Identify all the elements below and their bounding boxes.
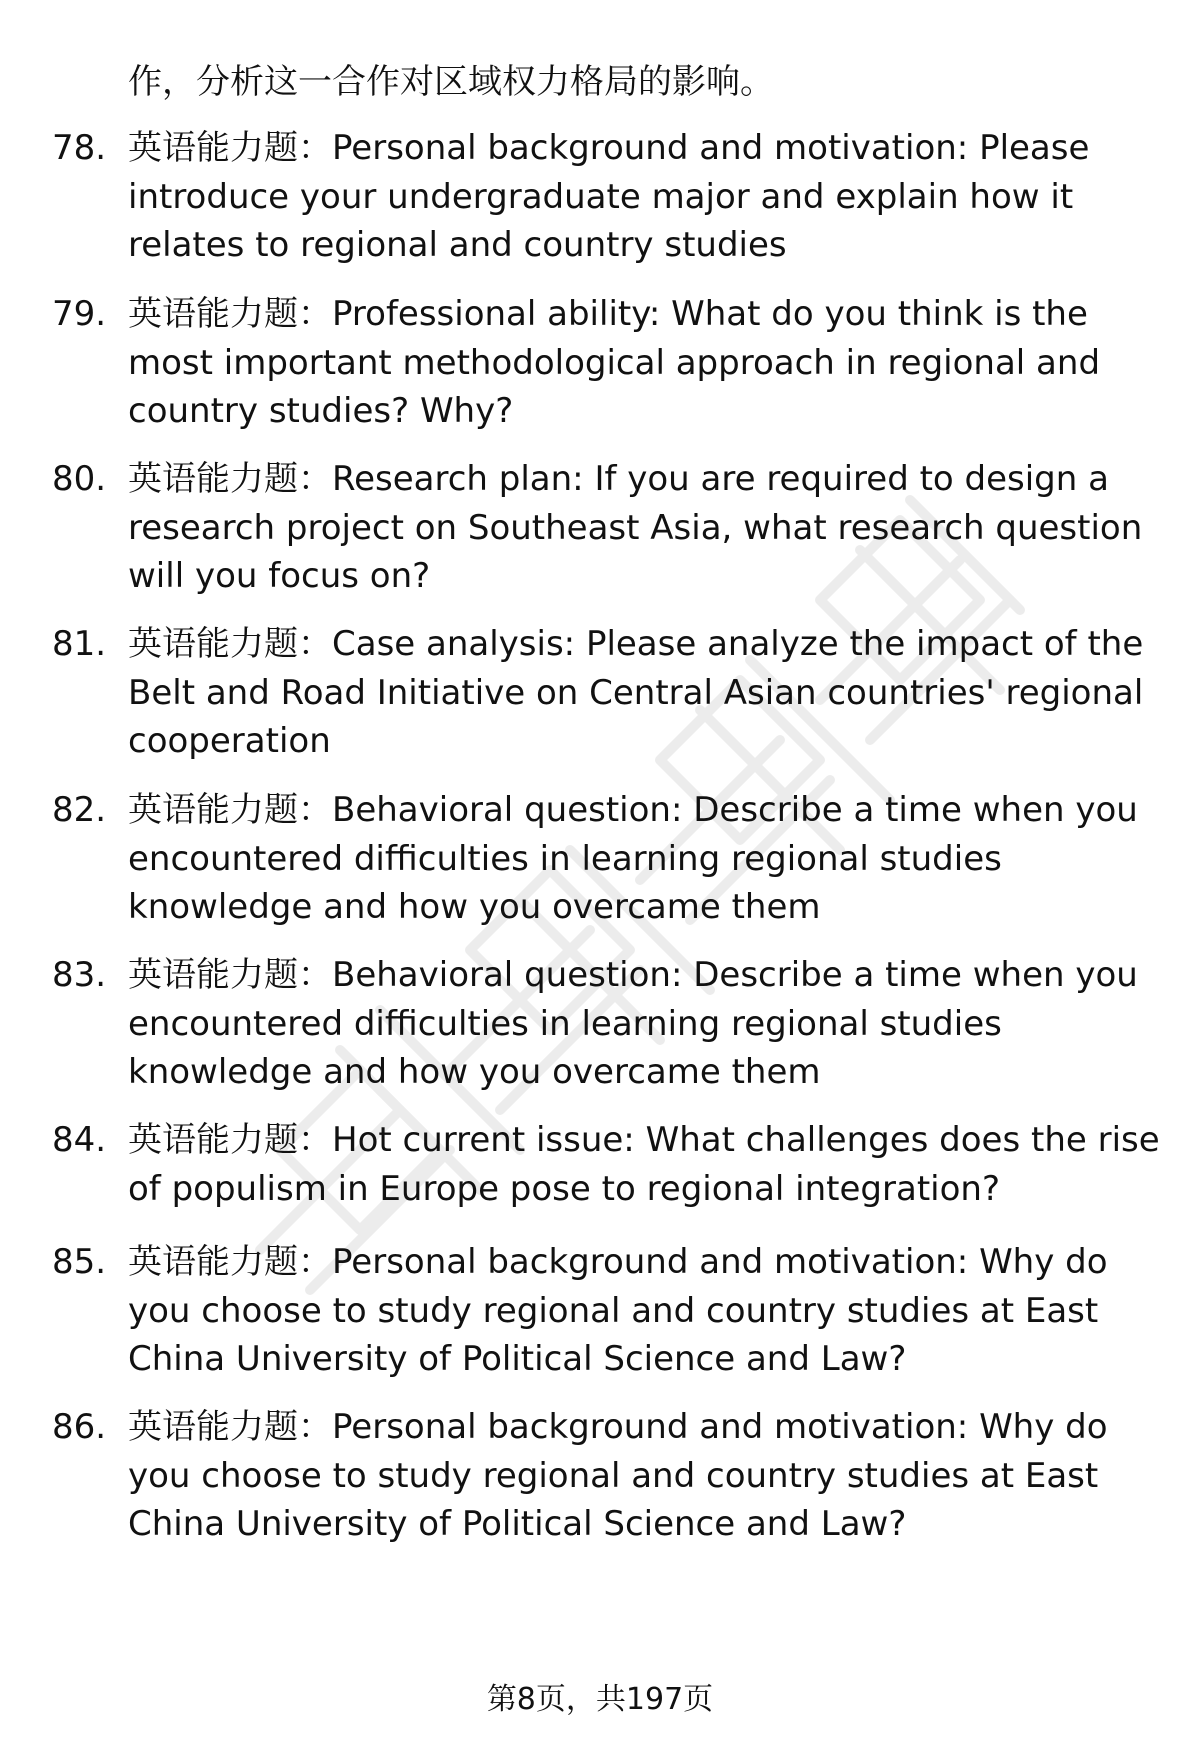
question-prefix: 英语能力题：: [128, 1407, 332, 1447]
question-text: Hot current issue: What challenges does the rise of populism in Europe pose to regional integration?: [128, 1120, 1160, 1209]
question-number: 78.: [52, 128, 107, 168]
question-prefix: 英语能力题：: [128, 1120, 332, 1160]
question-prefix: 英语能力题：: [128, 294, 332, 334]
question-number: 83.: [52, 955, 107, 995]
question-body: [128, 455, 1162, 601]
question-item-82: [52, 786, 1162, 932]
question-prefix: 英语能力题：: [128, 790, 332, 830]
question-text: Behavioral question: Describe a time when you encountered difficulties in learning regional studies knowledge and how you overcame them: [128, 955, 1138, 1092]
question-text: Behavioral question: Describe a time when you encountered difficulties in learning regional studies knowledge and how you overcame them: [128, 790, 1138, 927]
question-item-78: [52, 124, 1162, 270]
question-text: Research plan: If you are required to design a research project on Southeast Asia, what research question will you focus on?: [128, 459, 1143, 596]
question-item-80: [52, 455, 1162, 601]
question-number: 85.: [52, 1242, 107, 1282]
question-number: 86.: [52, 1407, 107, 1447]
question-body: [128, 1238, 1162, 1384]
question-prefix: 英语能力题：: [128, 624, 332, 664]
question-item-81: [52, 620, 1162, 766]
question-body: [128, 290, 1162, 436]
question-number: 84.: [52, 1120, 107, 1160]
question-number: 82.: [52, 790, 107, 830]
question-item-85: [52, 1238, 1162, 1384]
question-text: Personal background and motivation: Why do you choose to study regional and country studies at East China University of Political Science and Law?: [128, 1407, 1108, 1544]
question-prefix: 英语能力题：: [128, 1242, 332, 1282]
question-number: 79.: [52, 294, 107, 334]
question-item-79: [52, 290, 1162, 436]
question-text: Personal background and motivation: Why do you choose to study regional and country studies at East China University of Political Science and Law?: [128, 1242, 1108, 1379]
question-text: Personal background and motivation: Please introduce your undergraduate major and explain how it relates to regional and country studies: [128, 128, 1090, 265]
question-item-83: [52, 951, 1162, 1097]
question-item-86: [52, 1403, 1162, 1549]
question-prefix: 英语能力题：: [128, 128, 332, 168]
question-text: Case analysis: Please analyze the impact of the Belt and Road Initiative on Central Asian countries' regional cooperation: [128, 624, 1144, 761]
question-number: 80.: [52, 459, 107, 499]
question-body: [128, 1403, 1162, 1549]
question-body: [128, 1116, 1162, 1213]
question-body: [128, 124, 1162, 270]
question-body: [128, 620, 1162, 766]
question-prefix: 英语能力题：: [128, 459, 332, 499]
question-body: [128, 951, 1162, 1097]
question-item-84: [52, 1116, 1162, 1213]
question-number: 81.: [52, 624, 107, 664]
continued-question-text: 作，分析这一合作对区域权力格局的影响。: [128, 62, 774, 102]
page-number-footer: 第8页，共197页: [486, 1682, 714, 1717]
question-text: Professional ability: What do you think is the most important methodological approach in regional and country studies? Why?: [128, 294, 1101, 431]
question-prefix: 英语能力题：: [128, 955, 332, 995]
question-body: [128, 786, 1162, 932]
